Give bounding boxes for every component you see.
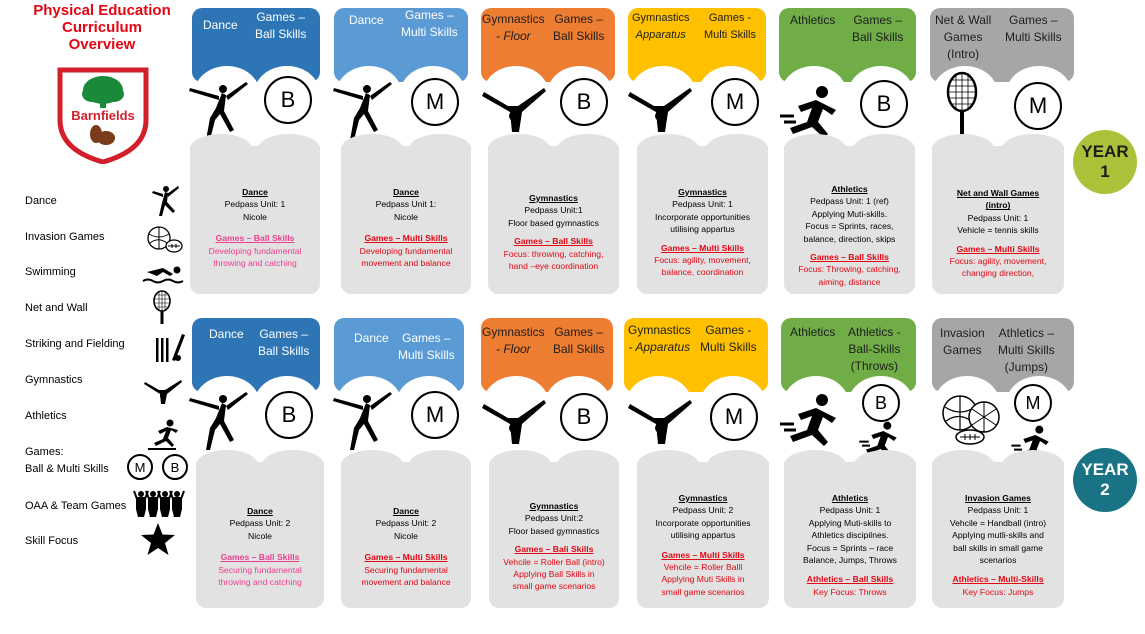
y2-tab-1-left: Dance xyxy=(209,327,244,341)
y2-ball-badge-1: B xyxy=(265,391,313,439)
legend-label-gymnastics: Gymnastics xyxy=(25,374,83,386)
y2-card-2-text: Dance Pedpass Unit: 2 Nicole Games – Multi Skills Securing fundamental movement and balance xyxy=(361,506,451,588)
y1-tab-1-right: Games – Ball Skills xyxy=(255,10,307,41)
y2-sprinter-icon-1 xyxy=(778,392,838,448)
y2-dancer-icon-1 xyxy=(186,390,250,452)
y2-tab-3-right: Games – Ball Skills xyxy=(553,325,605,356)
y2-tab-4-left: Gymnastics - Apparatus xyxy=(628,323,691,354)
y1-card-4-text: Gymnastics Pedpass Unit: 1 Incorporate opportunities utilising appartus Games – Multi Skills Focus: agility, movement, balance, coordination xyxy=(654,187,751,278)
y1-tab-3-right: Games – Ball Skills xyxy=(553,12,605,43)
gymnast-icon xyxy=(143,378,183,406)
y1-ball-badge-1: B xyxy=(264,76,312,124)
y2-card-4-text: Gymnastics Pedpass Unit: 2 Incorporate opportunities utilising appartus Games – Multi Skills Vehcile = Roller Balll Applying Muti Skills in small game scenarios xyxy=(655,493,751,597)
y1-card-2-text: Dance Pedpass Unit 1: Nicole Games – Multi Skills Developing fundamental movement and balance xyxy=(359,187,453,269)
y2-card-1-text: Dance Pedpass Unit: 2 Nicole Games – Ball Skills Securing fundamental throwing and catching xyxy=(218,506,302,588)
y2-ball-badge-2: B xyxy=(560,393,608,441)
legend-label-invasion-games: Invasion Games xyxy=(25,231,105,243)
balls-icon xyxy=(146,224,184,256)
y1-multi-badge-1: M xyxy=(411,78,459,126)
y1-tab-5-right: Games – Ball Skills xyxy=(852,13,904,44)
legend-label-dance: Dance xyxy=(25,195,57,207)
year-1-badge: YEAR 1 xyxy=(1073,130,1137,194)
y2-tab-5-right: Athletics - Ball-Skills (Throws) xyxy=(848,325,901,373)
y2-tab-4-right: Games - Multi Skills xyxy=(700,323,757,354)
y1-tab-5-left: Athletics xyxy=(790,13,836,27)
y1-tab-6-left: Net & Wall Games (Intro) xyxy=(935,13,992,61)
y1-multi-badge-2: M xyxy=(711,78,759,126)
y1-ball-badge-3: B xyxy=(860,80,908,128)
y1-tab-3-left: Gymnastics - Floor xyxy=(482,12,545,43)
y2-multi-badge-1: M xyxy=(411,391,459,439)
legend-label-athletics: Athletics xyxy=(25,410,67,422)
y1-card-6-text: Net and Wall Games (intro) Pedpass Unit: 1 Vehicle = tennis skills Games – Multi Skills Focus: agility, movement, changing direction, xyxy=(949,188,1047,279)
y2-gymnast-icon-2 xyxy=(628,398,694,446)
page-title: Physical Education Curriculum Overview xyxy=(33,2,171,53)
team-icon xyxy=(133,489,185,517)
y1-tab-4-left: Gymnastics Apparatus xyxy=(632,12,690,41)
y1-ball-badge-2: B xyxy=(560,78,608,126)
legend-label-ball-multi-skills: Ball & Multi Skills xyxy=(25,463,109,475)
legend-label-skill-focus: Skill Focus xyxy=(25,535,79,547)
swimmer-icon xyxy=(141,262,185,286)
barnfields-logo xyxy=(54,64,152,164)
y1-tennis-racket-icon xyxy=(944,70,980,140)
y1-card-5-text: Athletics Pedpass Unit: 1 (ref) Applying Muti-skills. Focus = Sprints, races, balance, direction, skips Games – Ball Skills Focus: Throwing, catching, aiming, distance xyxy=(798,184,901,287)
y1-gymnast-icon-1 xyxy=(482,86,548,134)
y2-tab-1-right: Games – Ball Skills xyxy=(258,327,310,358)
y2-tab-2-right: Games – Multi Skills xyxy=(398,331,455,362)
dancer-icon xyxy=(145,183,181,219)
tennis-racket-icon xyxy=(151,290,173,326)
cricket-icon xyxy=(150,330,186,364)
y2-invasion-balls-icon xyxy=(940,393,1004,445)
y2-dancer-icon-2 xyxy=(330,390,394,452)
y2-multi-badge-3: M xyxy=(1014,384,1052,422)
y2-card-6-text: Invasion Games Pedpass Unit: 1 Vehcile = Handball (intro) Applying mutli-skills and ball skills in small game scenarios Athletics – Multi-Skills Key Focus: Jumps xyxy=(949,493,1047,597)
y1-tab-2-right: Games – Multi Skills xyxy=(401,8,458,39)
ball-skills-badge-icon: B xyxy=(162,454,188,480)
y2-ball-badge-3: B xyxy=(862,384,900,422)
y1-tab-1-left: Dance xyxy=(203,18,238,32)
y1-tab-4-right: Games - Multi Skills xyxy=(704,12,756,41)
y1-tab-2-left: Dance xyxy=(349,13,384,27)
y2-card-3-text: Gymnastics Pedpass Unit:2 Floor based gymnastics Games – Bali Skills Vehcile = Roller Ball (intro) Applying Ball Skills in small game scenarios xyxy=(503,501,605,592)
y2-gymnast-icon-1 xyxy=(482,398,548,446)
y1-card-3-text: Gymnastics Pedpass Unit:1 Floor based gymnastics Games – Ball Skills Focus: throwing, catching, hand –eye coordination xyxy=(503,193,604,272)
y2-card-5-text: Athletics Pedpass Unit: 1 Applying Muti-skills to Athletics discipilnes. Focus = Sprints – race Balance, Jumps, Throws Athletics – Ball Skills Key Focus: Throws xyxy=(803,493,897,597)
y2-tab-3-left: Gymnastics - Floor xyxy=(482,325,545,356)
y1-sprinter-icon xyxy=(778,84,838,140)
y1-multi-badge-3: M xyxy=(1014,82,1062,130)
legend-label-striking-and-fielding: Striking and Fielding xyxy=(25,338,125,350)
y2-tab-6-right: Athletics – Multi Skills (Jumps) xyxy=(998,326,1055,374)
y2-multi-badge-2: M xyxy=(710,393,758,441)
star-icon xyxy=(140,522,176,556)
y2-tab-6-left: Invasion Games xyxy=(940,326,985,357)
legend-label-games: Games: xyxy=(25,446,64,458)
svg-text:Barnfields: Barnfields xyxy=(71,108,135,123)
multi-skills-badge-icon: M xyxy=(127,454,153,480)
y1-dancer-icon-1 xyxy=(186,80,250,142)
y1-card-1-text: Dance Pedpass Unit: 1 Nicole Games – Ball Skills Developing fundamental throwing and catching xyxy=(208,187,302,269)
y2-tab-5-left: Athletics xyxy=(790,325,836,339)
y1-dancer-icon-2 xyxy=(330,80,394,142)
legend-label-swimming: Swimming xyxy=(25,266,76,278)
y2-tab-2-left: Dance xyxy=(354,331,389,345)
sprinter-icon xyxy=(146,417,180,451)
y1-tab-6-right: Games – Multi Skills xyxy=(1005,13,1062,44)
legend-label-net-and-wall: Net and Wall xyxy=(25,302,88,314)
legend-label-oaa-team-games: OAA & Team Games xyxy=(25,500,127,512)
y1-gymnast-icon-2 xyxy=(628,86,694,134)
year-2-badge: YEAR 2 xyxy=(1073,448,1137,512)
